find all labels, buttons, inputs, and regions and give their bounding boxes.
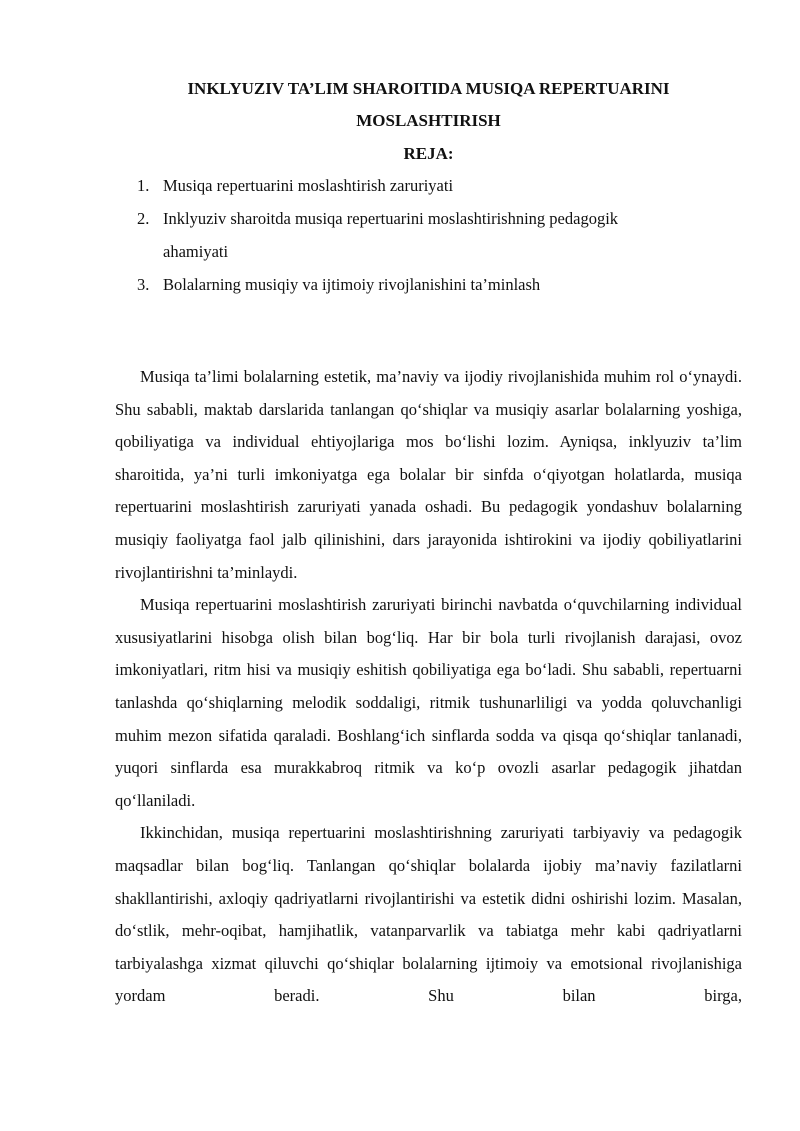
plan-item: [137, 169, 737, 202]
plan-item: [137, 268, 737, 301]
plan-list: [137, 169, 737, 301]
body-paragraph: Musiqa repertuarini moslashtirish zaruriyati birinchi navbatda o‘quvchilarning individual xususiyatlarini hisobga olish bilan bog‘liq. Har bir bola turli rivojlanish darajasi, ovoz imkoniyatlari, ritm hisi va musiqiy eshitish qobiliyatiga ega bo‘ladi. Shu sababli, repertuarni tanlashda qo‘shiqlarning melodik soddaligi, ritmik tushunarliligi va yodda qoluvchanligi muhim mezon sifatida qaraladi. Boshlang‘ich sinflarda sodda va qisqa qo‘shiqlar tanlanadi, yuqori sinflarda esa murakkabroq ritmik va ko‘p ovozli asarlar pedagogik jihatdan qo‘llaniladi.: [115, 595, 742, 810]
document-title-line-2: MOSLASHTIRISH: [356, 111, 501, 130]
plan-item-number: 2.: [137, 209, 150, 228]
document-body: [115, 361, 742, 1013]
document-title-line-1: INKLYUZIV TA’LIM SHAROITIDA MUSIQA REPERTUARINI: [187, 79, 670, 98]
plan-item-text: Inklyuziv sharoitda musiqa repertuarini moslashtirishning pedagogik ahamiyati: [163, 209, 619, 261]
body-paragraph: Musiqa ta’limi bolalarning estetik, ma’naviy va ijodiy rivojlanishida muhim rol o‘ynaydi. Shu sababli, maktab darslarida tanlangan qo‘shiqlar va musiqiy asarlar bolalarning yoshiga, qobiliyatiga va individual ehtiyojlariga mos bo‘lishi lozim. Ayniqsa, inklyuziv ta’lim sharoitida, ya’ni turli imkoniyatga ega bolalar bir sinfda o‘qiyotgan holatlarda, musiqa repertuarini moslashtirish zaruriyati yanada oshadi. Bu pedagogik yondashuv bolalarning musiqiy faoliyatga faol jalb qilinishini, dars jarayonida ishtirokini va ijodiy qobiliyatlarini rivojlantirishni ta’minlaydi.: [115, 367, 742, 582]
plan-item-number: 1.: [137, 176, 150, 195]
plan-item: [137, 202, 737, 268]
plan-item-number: 3.: [137, 275, 150, 294]
body-paragraph: Ikkinchidan, musiqa repertuarini moslashtirishning zaruriyati tarbiyaviy va pedagogik maqsadlar bilan bog‘liq. Tanlangan qo‘shiqlar bolalarda ijobiy ma’naviy fazilatlarni shakllantirishi, axloqiy qadriyatlarni rivojlantirishi va estetik didni oshirishi lozim. Masalan, do‘stlik, mehr-oqibat, hamjihatlik, vatanparvarlik va tabiatga mehr kabi qadriyatlarni tarbiyalashga xizmat qiluvchi qo‘shiqlar bolalarning ijtimoiy va emotsional rivojlanishiga yordam beradi. Shu bilan birga,: [115, 823, 742, 1006]
plan-item-text: Musiqa repertuarini moslashtirish zaruriyati: [163, 176, 454, 195]
plan-item-text: Bolalarning musiqiy va ijtimoiy rivojlanishini ta’minlash: [163, 275, 541, 294]
plan-heading: REJA:: [403, 144, 454, 163]
